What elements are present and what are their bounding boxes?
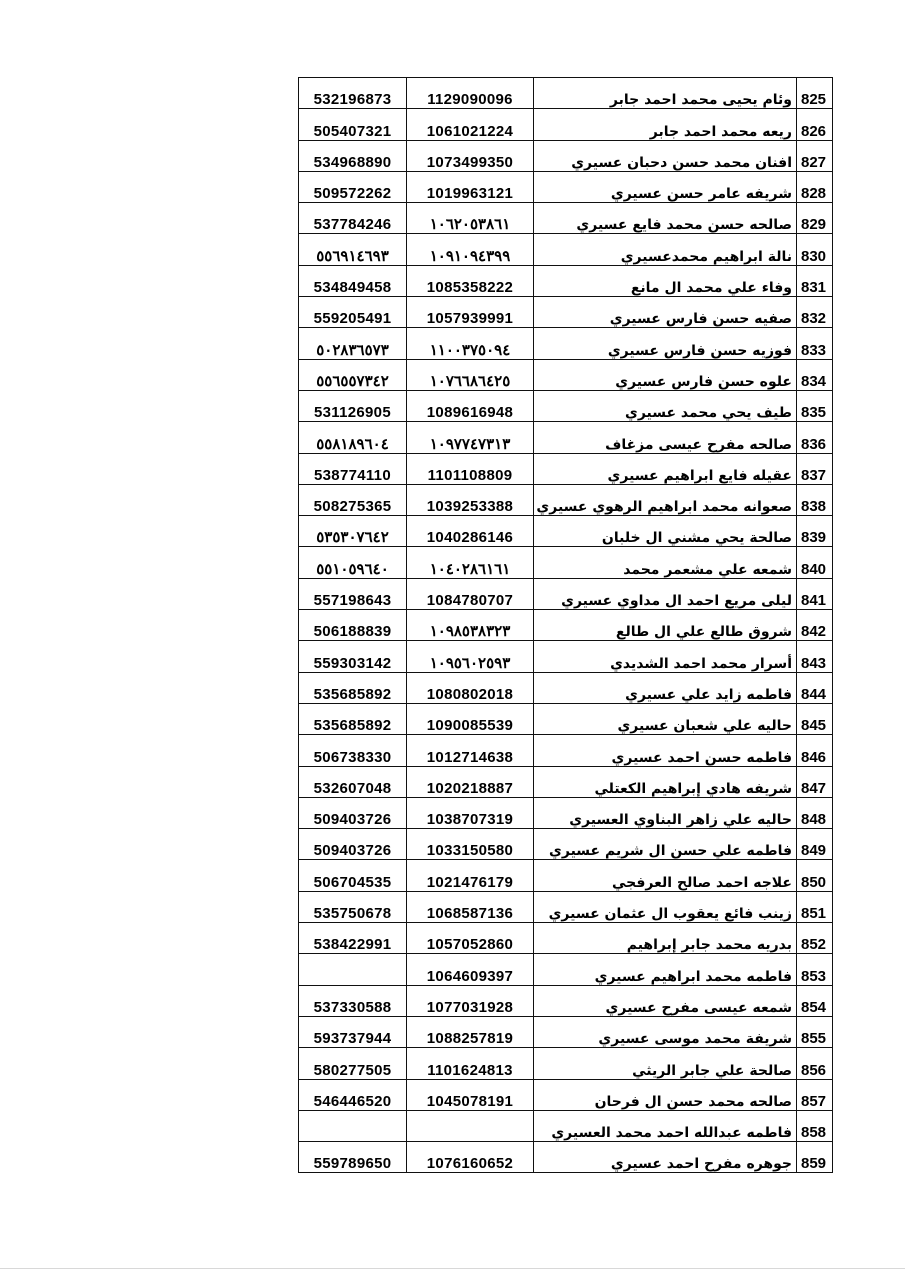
name-cell: فاطمه عبدالله احمد محمد العسيري xyxy=(534,1110,797,1141)
id-number-cell: ١٠٦٢٠٥٣٨٦١ xyxy=(407,203,534,234)
name-cell: أسرار محمد احمد الشديدي xyxy=(534,641,797,672)
id-number-cell: ١٠٩٧٧٤٧٣١٣ xyxy=(407,422,534,453)
row-number-cell: 826 xyxy=(797,109,833,140)
id-number-cell: 1085358222 xyxy=(407,265,534,296)
phone-cell: 593737944 xyxy=(299,1016,407,1047)
phone-cell: ٥٠٢٨٣٦٥٧٣ xyxy=(299,328,407,359)
table-row xyxy=(299,735,833,766)
row-number-cell: 827 xyxy=(797,140,833,171)
row-number-cell: 850 xyxy=(797,860,833,891)
table-row xyxy=(299,547,833,578)
row-number-cell: 846 xyxy=(797,735,833,766)
table-row xyxy=(299,703,833,734)
id-number-cell: 1088257819 xyxy=(407,1016,534,1047)
row-number-cell: 829 xyxy=(797,203,833,234)
id-number-cell: 1101624813 xyxy=(407,1048,534,1079)
name-cell: طيف يحي محمد عسيري xyxy=(534,390,797,421)
id-number-cell: 1077031928 xyxy=(407,985,534,1016)
table-row xyxy=(299,516,833,547)
name-cell: فوزيه حسن فارس عسيري xyxy=(534,328,797,359)
id-number-cell: 1076160652 xyxy=(407,1142,534,1173)
row-number-cell: 852 xyxy=(797,923,833,954)
phone-cell: 506188839 xyxy=(299,610,407,641)
table-row xyxy=(299,453,833,484)
name-cell: فاطمه محمد ابراهيم عسيري xyxy=(534,954,797,985)
row-number-cell: 847 xyxy=(797,766,833,797)
table-row xyxy=(299,297,833,328)
id-number-cell: ١٠٤٠٢٨٦١٦١ xyxy=(407,547,534,578)
table-row xyxy=(299,359,833,390)
id-number-cell: 1090085539 xyxy=(407,703,534,734)
name-cell: بدريه محمد جابر إبراهيم xyxy=(534,923,797,954)
row-number-cell: 825 xyxy=(797,78,833,109)
id-number-cell: ١٠٩٨٥٣٨٣٢٣ xyxy=(407,610,534,641)
phone-cell: 538422991 xyxy=(299,923,407,954)
phone-cell: 531126905 xyxy=(299,390,407,421)
name-cell: افنان محمد حسن دحبان عسيري xyxy=(534,140,797,171)
table-row xyxy=(299,265,833,296)
phone-cell: 534849458 xyxy=(299,265,407,296)
row-number-cell: 848 xyxy=(797,797,833,828)
row-number-cell: 858 xyxy=(797,1110,833,1141)
row-number-cell: 844 xyxy=(797,672,833,703)
phone-cell: 509403726 xyxy=(299,829,407,860)
id-number-cell: 1129090096 xyxy=(407,78,534,109)
row-number-cell: 832 xyxy=(797,297,833,328)
name-cell: صالحه محمد حسن ال فرحان xyxy=(534,1079,797,1110)
id-number-cell: 1039253388 xyxy=(407,484,534,515)
name-cell: حاليه علي زاهر البناوي العسيري xyxy=(534,797,797,828)
id-number-cell: ١٠٧٦٦٨٦٤٢٥ xyxy=(407,359,534,390)
row-number-cell: 845 xyxy=(797,703,833,734)
phone-cell: 532196873 xyxy=(299,78,407,109)
phone-cell: 580277505 xyxy=(299,1048,407,1079)
name-cell: وئام يحيى محمد احمد جابر xyxy=(534,78,797,109)
id-number-cell: 1073499350 xyxy=(407,140,534,171)
phone-cell: 509572262 xyxy=(299,171,407,202)
table-row xyxy=(299,954,833,985)
row-number-cell: 851 xyxy=(797,891,833,922)
name-cell: شريفة محمد موسى عسيري xyxy=(534,1016,797,1047)
phone-cell: ٥٥٦٥٥٧٣٤٢ xyxy=(299,359,407,390)
phone-cell: 557198643 xyxy=(299,578,407,609)
row-number-cell: 840 xyxy=(797,547,833,578)
table-row xyxy=(299,1079,833,1110)
name-cell: فاطمه حسن احمد عسيري xyxy=(534,735,797,766)
name-cell: علوه حسن فارس عسيري xyxy=(534,359,797,390)
id-number-cell: 1045078191 xyxy=(407,1079,534,1110)
phone-cell: 535685892 xyxy=(299,703,407,734)
phone-cell: 506704535 xyxy=(299,860,407,891)
table-row xyxy=(299,985,833,1016)
row-number-cell: 839 xyxy=(797,516,833,547)
table-row xyxy=(299,171,833,202)
row-number-cell: 857 xyxy=(797,1079,833,1110)
name-cell: صالحه مفرح عيسى مزغاف xyxy=(534,422,797,453)
table-row xyxy=(299,390,833,421)
id-number-cell: ١١٠٠٣٧٥٠٩٤ xyxy=(407,328,534,359)
table-row xyxy=(299,766,833,797)
table-row xyxy=(299,328,833,359)
row-number-cell: 855 xyxy=(797,1016,833,1047)
id-number-cell: 1057939991 xyxy=(407,297,534,328)
row-number-cell: 836 xyxy=(797,422,833,453)
id-number-cell: 1033150580 xyxy=(407,829,534,860)
id-number-cell: 1061021224 xyxy=(407,109,534,140)
row-number-cell: 830 xyxy=(797,234,833,265)
row-number-cell: 831 xyxy=(797,265,833,296)
name-cell: صالحة يحي مشني ال خلبان xyxy=(534,516,797,547)
table-row xyxy=(299,203,833,234)
phone-cell: 535685892 xyxy=(299,672,407,703)
table-row xyxy=(299,641,833,672)
phone-cell: 535750678 xyxy=(299,891,407,922)
id-number-cell: 1101108809 xyxy=(407,453,534,484)
table-row xyxy=(299,923,833,954)
name-cell: ليلى مريع احمد ال مداوي عسيري xyxy=(534,578,797,609)
name-cell: صفيه حسن فارس عسيري xyxy=(534,297,797,328)
table-row xyxy=(299,109,833,140)
phone-cell: ٥٥٦٩١٤٦٩٣ xyxy=(299,234,407,265)
name-cell: شمعه عيسى مفرح عسيري xyxy=(534,985,797,1016)
table-row xyxy=(299,672,833,703)
name-cell: ريعه محمد احمد جابر xyxy=(534,109,797,140)
id-number-cell: 1068587136 xyxy=(407,891,534,922)
table-row xyxy=(299,610,833,641)
id-number-cell xyxy=(407,1110,534,1141)
table-row xyxy=(299,78,833,109)
phone-cell: 505407321 xyxy=(299,109,407,140)
phone-cell: 537784246 xyxy=(299,203,407,234)
table-row xyxy=(299,829,833,860)
id-number-cell: 1038707319 xyxy=(407,797,534,828)
phone-cell: 538774110 xyxy=(299,453,407,484)
id-number-cell: ١٠٩١٠٩٤٣٩٩ xyxy=(407,234,534,265)
phone-cell: 559303142 xyxy=(299,641,407,672)
id-number-cell: 1040286146 xyxy=(407,516,534,547)
table-row xyxy=(299,578,833,609)
phone-cell: ٥٣٥٣٠٧٦٤٢ xyxy=(299,516,407,547)
phone-cell: ٥٥٨١٨٩٦٠٤ xyxy=(299,422,407,453)
phone-cell: 532607048 xyxy=(299,766,407,797)
name-cell: شريفه هادي إبراهيم الكعتلي xyxy=(534,766,797,797)
table-row xyxy=(299,234,833,265)
name-cell: جوهره مفرح احمد عسيري xyxy=(534,1142,797,1173)
name-cell: فاطمه علي حسن ال شريم عسيري xyxy=(534,829,797,860)
row-number-cell: 853 xyxy=(797,954,833,985)
phone-cell: 509403726 xyxy=(299,797,407,828)
table-row xyxy=(299,140,833,171)
row-number-cell: 856 xyxy=(797,1048,833,1079)
row-number-cell: 849 xyxy=(797,829,833,860)
row-number-cell: 833 xyxy=(797,328,833,359)
table-row xyxy=(299,484,833,515)
id-number-cell: 1012714638 xyxy=(407,735,534,766)
id-number-cell: 1019963121 xyxy=(407,171,534,202)
id-number-cell: 1084780707 xyxy=(407,578,534,609)
name-cell: نالة ابراهيم محمدعسيري xyxy=(534,234,797,265)
row-number-cell: 842 xyxy=(797,610,833,641)
row-number-cell: 838 xyxy=(797,484,833,515)
row-number-cell: 828 xyxy=(797,171,833,202)
phone-cell: 534968890 xyxy=(299,140,407,171)
id-number-cell: 1057052860 xyxy=(407,923,534,954)
name-cell: شروق طالع علي ال طالع xyxy=(534,610,797,641)
table-row xyxy=(299,1048,833,1079)
table-row xyxy=(299,1016,833,1047)
phone-cell: 537330588 xyxy=(299,985,407,1016)
name-cell: صالحة علي جابر الريثي xyxy=(534,1048,797,1079)
row-number-cell: 834 xyxy=(797,359,833,390)
roster-table-body xyxy=(299,78,833,1173)
name-cell: صالحه حسن محمد فايع عسيري xyxy=(534,203,797,234)
roster-table xyxy=(298,77,833,1173)
phone-cell xyxy=(299,954,407,985)
table-row xyxy=(299,797,833,828)
table-row xyxy=(299,422,833,453)
phone-cell xyxy=(299,1110,407,1141)
row-number-cell: 843 xyxy=(797,641,833,672)
id-number-cell: 1064609397 xyxy=(407,954,534,985)
id-number-cell: ١٠٩٥٦٠٢٥٩٣ xyxy=(407,641,534,672)
id-number-cell: 1089616948 xyxy=(407,390,534,421)
name-cell: وفاء علي محمد ال مانع xyxy=(534,265,797,296)
row-number-cell: 841 xyxy=(797,578,833,609)
phone-cell: 559789650 xyxy=(299,1142,407,1173)
name-cell: صعوانه محمد ابراهيم الرهوي عسيري xyxy=(534,484,797,515)
table-row xyxy=(299,860,833,891)
row-number-cell: 854 xyxy=(797,985,833,1016)
page-bottom-edge xyxy=(0,1268,905,1269)
row-number-cell: 859 xyxy=(797,1142,833,1173)
name-cell: زينب فائع يعقوب ال عثمان عسيري xyxy=(534,891,797,922)
phone-cell: 506738330 xyxy=(299,735,407,766)
table-row xyxy=(299,1110,833,1141)
name-cell: فاطمه زايد علي عسيري xyxy=(534,672,797,703)
phone-cell: ٥٥١٠٥٩٦٤٠ xyxy=(299,547,407,578)
phone-cell: 546446520 xyxy=(299,1079,407,1110)
row-number-cell: 835 xyxy=(797,390,833,421)
name-cell: علاجه احمد صالح العرفجي xyxy=(534,860,797,891)
id-number-cell: 1021476179 xyxy=(407,860,534,891)
id-number-cell: 1080802018 xyxy=(407,672,534,703)
table-row xyxy=(299,1142,833,1173)
name-cell: عقيله فايع ابراهيم عسيري xyxy=(534,453,797,484)
phone-cell: 508275365 xyxy=(299,484,407,515)
table-row xyxy=(299,891,833,922)
name-cell: شريفه عامر حسن عسيري xyxy=(534,171,797,202)
name-cell: شمعه علي مشعمر محمد xyxy=(534,547,797,578)
row-number-cell: 837 xyxy=(797,453,833,484)
phone-cell: 559205491 xyxy=(299,297,407,328)
id-number-cell: 1020218887 xyxy=(407,766,534,797)
name-cell: حاليه علي شعبان عسيري xyxy=(534,703,797,734)
